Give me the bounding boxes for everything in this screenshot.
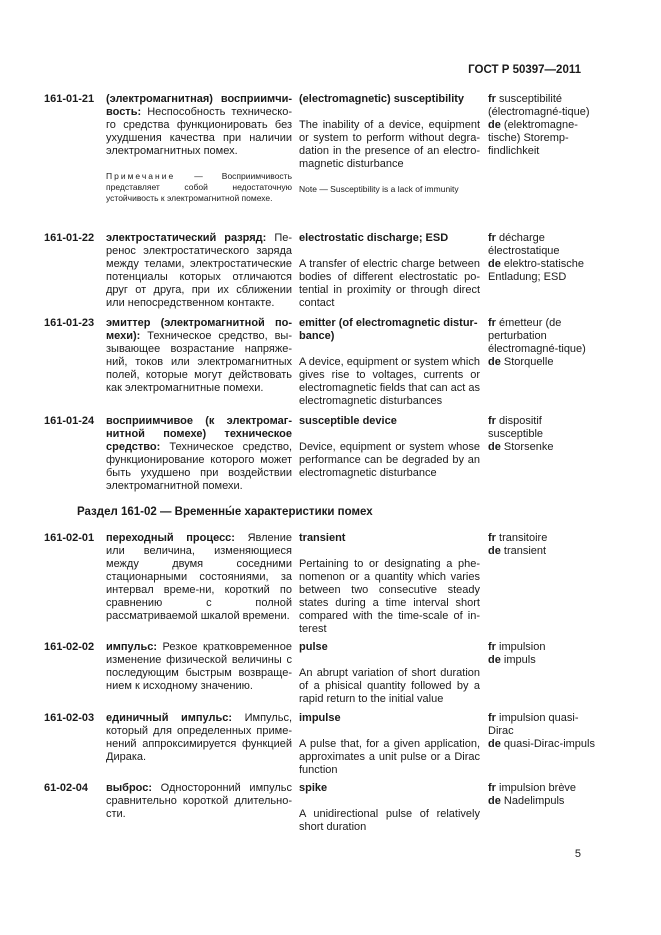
russian-term: электростатический разряд: <box>106 232 267 244</box>
russian-term: единичный импульс: <box>106 712 233 724</box>
english-term: emitter (of electromagnetic distur-bance) <box>299 317 478 342</box>
fr-term: impulsion <box>499 641 546 653</box>
de-term: transient <box>503 545 547 557</box>
fr-label: fr <box>488 317 496 329</box>
english-definition <box>299 532 480 636</box>
english-term: spike <box>299 782 328 794</box>
fr-label: fr <box>488 415 496 427</box>
fr-term: transitoire <box>499 532 548 544</box>
russian-term: (электромагнитная) восприимчи-вость: <box>106 93 292 118</box>
russian-term: восприимчивое (к электромаг-нитной помехе) техническое средство: <box>106 415 292 453</box>
english-definition <box>299 712 480 777</box>
de-label: de <box>488 654 501 666</box>
de-label: de <box>488 545 501 557</box>
english-note: Note — Susceptibility is a lack of immunity <box>299 184 459 194</box>
fr-label: fr <box>488 641 496 653</box>
english-text: A device, equipment or system which gives rise to voltages, currents or electromagnetic fields that can act as electromagnetic disturbances <box>299 356 480 407</box>
translations <box>488 415 598 454</box>
english-definition <box>299 93 480 195</box>
english-text: An abrupt variation of short duration of a phisical quantity followed by a rapid return to the initial value <box>299 667 480 705</box>
russian-text: Односторонний импульс сравнительно короткой длительно-сти. <box>106 782 293 820</box>
fr-label: fr <box>488 232 496 244</box>
entry-number: 161-02-03 <box>44 712 95 724</box>
russian-note <box>106 171 292 204</box>
fr-term: impulsion quasi-Dirac <box>488 712 579 737</box>
russian-definition <box>106 532 292 623</box>
fr-label: fr <box>488 532 496 544</box>
russian-text: Явление или величина, изменяющиеся между двумя соседними стационарными состояниями, за интервал време-ни, короткий по сравнению с полной рассматриваемой шкалой времени. <box>106 532 292 622</box>
russian-text: Резкое кратковременное изменение физической величины с последующим быстрым возвраще-нием к исходному значению. <box>106 641 292 692</box>
russian-definition <box>106 415 292 493</box>
english-term: (electromagnetic) susceptibility <box>299 93 465 105</box>
standard-header: ГОСТ Р 50397—2011 <box>468 64 581 76</box>
de-term: (elektromagne-tische) Storemp-findlichkeit <box>488 119 578 157</box>
english-term: susceptible device <box>299 415 397 427</box>
de-label: de <box>488 356 501 368</box>
russian-term: импульс: <box>106 641 158 653</box>
english-text: A pulse that, for a given application, approximates a unit pulse or a Dirac function <box>299 738 480 776</box>
fr-term: émetteur (de perturbation électromagné-tique) <box>488 317 586 355</box>
note-text: — Восприимчивость представляет собой недостаточную устойчивость к электромагнитной помехе. <box>106 171 292 203</box>
english-definition <box>299 782 480 834</box>
english-term: impulse <box>299 712 341 724</box>
fr-term: impulsion brève <box>499 782 577 794</box>
english-term: transient <box>299 532 346 544</box>
english-text: Pertaining to or designating a phe-nomenon or a quantity which varies between two consecutive steady states during a time interval short compared with the time-scale of in-terest <box>299 558 480 635</box>
fr-term: dispositif susceptible <box>488 415 544 440</box>
entry-number: 61-02-04 <box>44 782 89 794</box>
english-definition <box>299 415 480 480</box>
russian-definition <box>106 782 292 821</box>
entry-number: 161-02-02 <box>44 641 95 653</box>
russian-definition <box>106 641 292 693</box>
russian-text: Неспособность техническо-го средства функционировать без ухудшения качества при наличии электромагнитных помех. <box>106 106 292 157</box>
fr-term: susceptibilité (électromagné-tique) <box>488 93 590 118</box>
entry-number: 161-01-24 <box>44 415 95 427</box>
de-label: de <box>488 258 501 270</box>
english-text: The inability of a device, equipment or system to perform without degra-dation in the presence of an electro-magnetic disturbance <box>299 119 480 170</box>
translations <box>488 93 598 158</box>
translations <box>488 532 598 558</box>
de-term: Nadelimpuls <box>503 795 565 807</box>
russian-text: Техническое средство, вы-зывающее возрастание напряже-ний, токов или электромагнитных полей, которые могут действовать как электромагнитные помехи. <box>106 330 292 394</box>
de-term: quasi-Dirac-impuls <box>503 738 595 750</box>
de-label: de <box>488 441 501 453</box>
russian-text: Техническое средство, функционирование которого может быть ухудшено при воздействии электромагнитной помехи. <box>106 441 292 492</box>
russian-term: переходный процесс: <box>106 532 235 544</box>
russian-term: выброс: <box>106 782 153 794</box>
entry-number: 161-01-21 <box>44 93 95 105</box>
translations <box>488 641 598 667</box>
section-heading: Раздел 161-02 — Временны́е характеристики помех <box>77 506 373 518</box>
english-text: Device, equipment or system whose performance can be degraded by an electromagnetic disturbance <box>299 441 480 479</box>
russian-definition <box>106 232 292 310</box>
russian-text: Пе-ренос электростатического заряда между телами, электростатические потенциалы которых отличаются друг от друга, при их сближении или непосредственном контакте. <box>106 232 293 309</box>
english-text: A transfer of electric charge between bodies of different electrostatic po-tential in proximity or through direct contact <box>299 258 480 309</box>
de-term: impuls <box>503 654 536 666</box>
english-term: pulse <box>299 641 328 653</box>
page-number: 5 <box>574 848 581 860</box>
entry-number: 161-01-22 <box>44 232 95 244</box>
english-definition <box>299 232 480 310</box>
english-definition <box>299 641 480 706</box>
fr-label: fr <box>488 782 496 794</box>
english-term: electrostatic discharge; ESD <box>299 232 449 244</box>
de-term: Storsenke <box>503 441 554 453</box>
fr-label: fr <box>488 712 496 724</box>
entry-number: 161-01-23 <box>44 317 95 329</box>
russian-definition <box>106 712 292 764</box>
translations <box>488 317 598 369</box>
russian-definition <box>106 317 292 395</box>
russian-text: Импульс, который для определенных приме-нений аппроксимируется функцией Дирака. <box>106 712 293 763</box>
translations <box>488 232 598 284</box>
english-text: A unidirectional pulse of relatively short duration <box>299 808 480 833</box>
translations <box>488 782 598 808</box>
de-label: de <box>488 738 501 750</box>
russian-definition <box>106 93 292 204</box>
de-label: de <box>488 119 501 131</box>
fr-label: fr <box>488 93 496 105</box>
english-definition <box>299 317 480 408</box>
fr-term: décharge électrostatique <box>488 232 560 257</box>
de-label: de <box>488 795 501 807</box>
note-label: Примечание <box>106 171 176 181</box>
translations <box>488 712 598 751</box>
de-term: elektro-statische Entladung; ESD <box>488 258 584 283</box>
entry-number: 161-02-01 <box>44 532 95 544</box>
russian-term: эмиттер (электромагнитной по-мехи): <box>106 317 292 342</box>
de-term: Storquelle <box>503 356 554 368</box>
